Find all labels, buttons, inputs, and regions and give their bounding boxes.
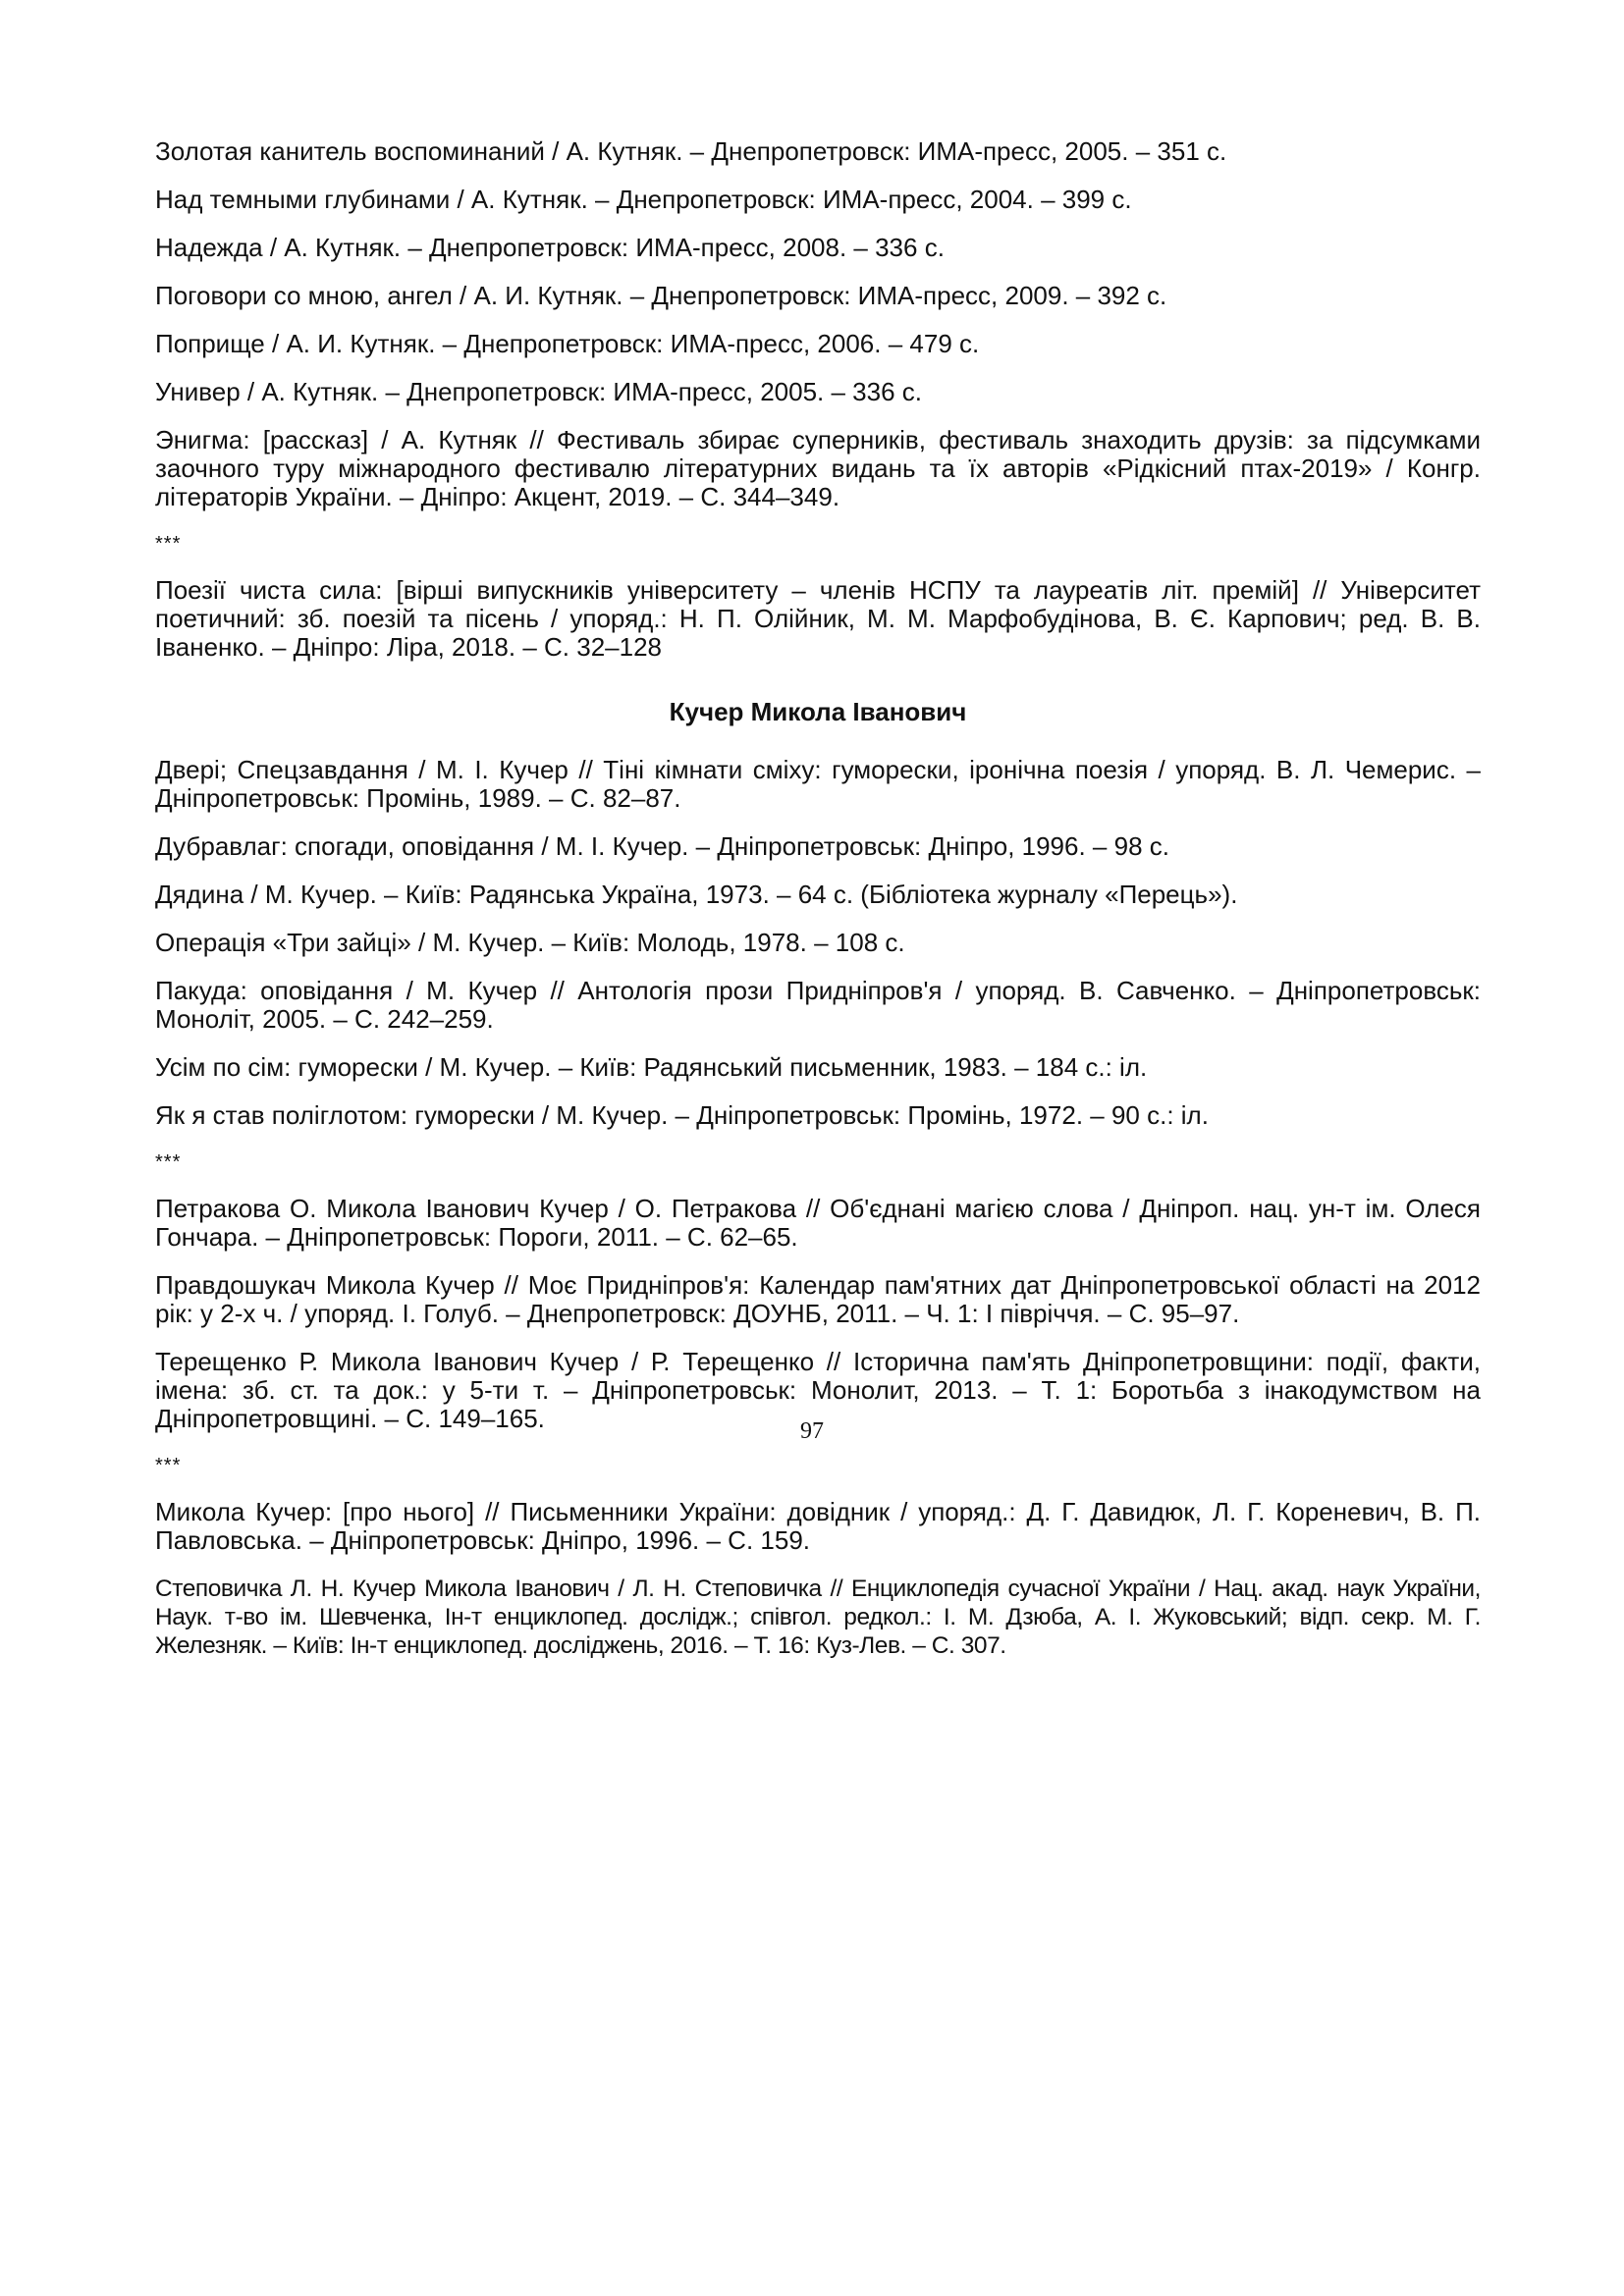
page-number: 97: [800, 1418, 824, 1444]
bibliography-entry: Дубравлаг: спогади, оповідання / М. І. Кучер. – Дніпропетровськ: Дніпро, 1996. – 98 с.: [155, 831, 1169, 861]
bibliography-entry: Степовичка Л. Н. Кучер Микола Іванович / Л. Н. Степовичка // Енциклопедія сучасної України / Нац. акад. наук України, Наук. т-во ім. Шевченка, Ін-т енциклопед. дослідж.; співгол. редкол.: І. М. Дзюба, А. І. Жуковський; відп. секр. М. Г. Железняк. – Київ: Ін-т енциклопед. досліджень, 2016. – Т. 16: Куз-Лев. – С. 307.: [155, 1575, 1481, 1659]
page-content: [155, 137, 1481, 1680]
bibliography-entry: Универ / А. Кутняк. – Днепропетровск: ИМА-пресс, 2005. – 336 с.: [155, 377, 922, 406]
bibliography-entry: Поприще / А. И. Кутняк. – Днепропетровск: ИМА-пресс, 2006. – 479 с.: [155, 329, 980, 358]
bibliography-entry: Энигма: [рассказ] / А. Кутняк // Фестиваль збирає суперників, фестиваль знаходить друзів: за підсумками заочного туру міжнародного фестивалю літературних видань та їх авторів «Рідкісний птах-2019» / Конгр. літераторів України. – Дніпро: Акцент, 2019. – С. 344–349.: [155, 425, 1481, 511]
author-heading: Кучер Микола Іванович: [669, 697, 967, 726]
section-separator: ***: [155, 1151, 182, 1173]
bibliography-entry: Усім по сім: гуморески / М. Кучер. – Київ: Радянський письменник, 1983. – 184 с.: іл.: [155, 1052, 1148, 1082]
bibliography-entry: Операція «Три зайці» / М. Кучер. – Київ: Молодь, 1978. – 108 с.: [155, 928, 905, 957]
bibliography-entry: Золотая канитель воспоминаний / А. Кутняк. – Днепропетровск: ИМА-пресс, 2005. – 351 с.: [155, 136, 1227, 166]
bibliography-entry: Поезії чиста сила: [вірші випускників університету – членів НСПУ та лауреатів літ. премій] // Університет поетичний: зб. поезій та пісень / упоряд.: Н. П. Олійник, М. М. Марфобудінова, В. Є. Карпович; ред. В. В. Іваненко. – Дніпро: Ліра, 2018. – С. 32–128: [155, 575, 1481, 662]
bibliography-entry: Надежда / А. Кутняк. – Днепропетровск: ИМА-пресс, 2008. – 336 с.: [155, 233, 945, 262]
section-separator: ***: [155, 1455, 182, 1476]
bibliography-entry: Терещенко Р. Микола Іванович Кучер / Р. Терещенко // Історична пам'ять Дніпропетровщини: події, факти, імена: зб. ст. та док.: у 5-ти т. – Дніпропетровськ: Монолит, 2013. – Т. 1: Боротьба з інакодумством на Дніпропетровщині. – С. 149–165.: [155, 1347, 1481, 1433]
bibliography-entry: Микола Кучер: [про нього] // Письменники України: довідник / упоряд.: Д. Г. Давидюк, Л. Г. Кореневич, В. П. Павловська. – Дніпропетровськ: Дніпро, 1996. – С. 159.: [155, 1497, 1481, 1555]
bibliography-entry: Двері; Спецзавдання / М. І. Кучер // Тіні кімнати сміху: гуморески, іронічна поезія / упоряд. В. Л. Чемерис. – Дніпропетровськ: Промінь, 1989. – С. 82–87.: [155, 755, 1481, 813]
bibliography-entry: Правдошукач Микола Кучер // Моє Придніпров'я: Календар пам'ятних дат Дніпропетровської області на 2012 рік: у 2-х ч. / упоряд. І. Голуб. – Днепропетровск: ДОУНБ, 2011. – Ч. 1: І півріччя. – С. 95–97.: [155, 1270, 1481, 1328]
bibliography-entry: Пакуда: оповідання / М. Кучер // Антологія прози Придніпров'я / упоряд. В. Савченко. – Дніпропетровськ: Моноліт, 2005. – С. 242–259.: [155, 976, 1481, 1034]
bibliography-entry: Поговори со мною, ангел / А. И. Кутняк. – Днепропетровск: ИМА-пресс, 2009. – 392 с.: [155, 281, 1167, 310]
bibliography-entry: Як я став поліглотом: гуморески / М. Кучер. – Дніпропетровськ: Промінь, 1972. – 90 с.: іл.: [155, 1100, 1209, 1130]
section-separator: ***: [155, 533, 182, 555]
bibliography-entry: Петракова О. Микола Іванович Кучер / О. Петракова // Об'єднані магією слова / Дніпроп. нац. ун-т ім. Олеся Гончара. – Дніпропетровськ: Пороги, 2011. – С. 62–65.: [155, 1194, 1481, 1252]
bibliography-entry: Над темными глубинами / А. Кутняк. – Днепропетровск: ИМА-пресс, 2004. – 399 с.: [155, 185, 1132, 214]
bibliography-entry: Дядина / М. Кучер. – Київ: Радянська Україна, 1973. – 64 с. (Бібліотека журналу «Перець»).: [155, 880, 1238, 909]
